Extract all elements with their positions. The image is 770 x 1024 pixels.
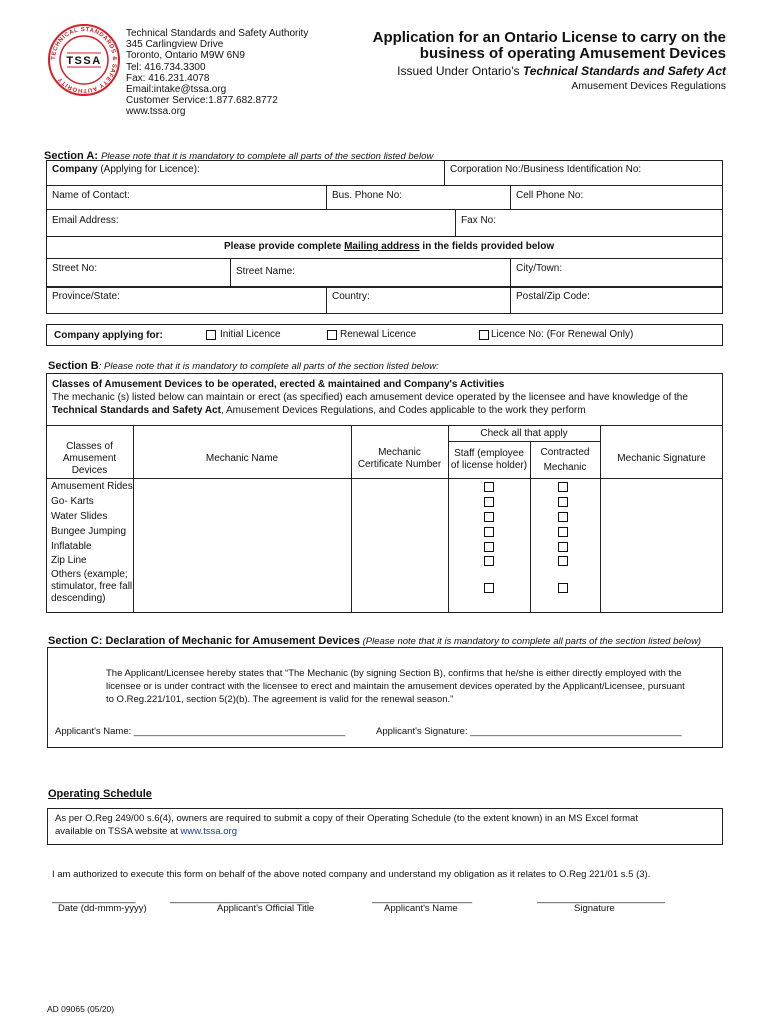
classes-title: Classes of Amusement Devices to be operated, erected & maintained and Company's Activities	[52, 379, 505, 390]
street-name-label: Street Name:	[236, 266, 295, 277]
device-row-label: Bungee Jumping	[51, 526, 127, 537]
col-header-check-all: Check all that apply	[480, 428, 568, 439]
contracted-checkbox[interactable]	[558, 527, 568, 537]
org-email: Email:intake@tssa.org	[126, 84, 227, 96]
org-tel: Tel: 416.734.3300	[126, 61, 206, 73]
city-label: City/Town:	[516, 263, 563, 274]
email-label: Email Address:	[52, 215, 119, 226]
signature-line[interactable]: _______________________	[537, 893, 665, 904]
tssa-website-link[interactable]: www.tssa.org	[180, 826, 238, 837]
tssa-logo	[47, 23, 121, 97]
device-row-label: Go- Karts	[51, 496, 94, 507]
staff-checkbox[interactable]	[484, 512, 494, 522]
country-label: Country:	[332, 291, 370, 302]
operating-schedule-title: Operating Schedule	[48, 788, 152, 800]
declaration-line1: The Applicant/Licensee hereby states that “The Mechanic (by signing Section B), confirms that he/she is either directly employed with the	[106, 668, 682, 679]
section-a-table	[46, 160, 723, 287]
initial-licence-label: Initial Licence	[220, 329, 281, 340]
declaration-line3: to O.Reg.221/101, section 5(2)(b). The agreement is valid for the renewal season.”	[106, 694, 454, 705]
contracted-checkbox[interactable]	[558, 512, 568, 522]
section-a-heading: Section A: Please note that it is mandatory to complete all parts of the section listed below	[44, 150, 434, 162]
device-row-label: Water Slides	[51, 511, 108, 522]
col-header-classes: Classes of Amusement Devices	[62, 441, 117, 476]
applicant-name-signature-line[interactable]: __________________	[372, 893, 473, 904]
org-name: Technical Standards and Safety Authority	[126, 28, 309, 39]
staff-checkbox[interactable]	[484, 583, 494, 593]
device-row-label: Inflatable	[51, 541, 92, 552]
section-a-table-row-province	[46, 287, 723, 314]
device-row-label: Zip Line	[51, 555, 87, 566]
signature-caption: Signature	[574, 903, 615, 914]
form-number: AD 09065 (05/20)	[47, 1004, 115, 1014]
date-signature-line[interactable]: _______________	[52, 893, 136, 904]
logo-ring-text: TECHNICAL STANDARDS & SAFETY AUTHORITY	[50, 26, 118, 94]
licence-no-checkbox[interactable]	[479, 330, 489, 340]
logo-text: TSSA	[66, 55, 102, 67]
org-customer-service: Customer Service:1.877.682.8772	[126, 95, 278, 107]
col-header-staff: Staff (employee of license holder)	[450, 448, 528, 471]
section-b-heading: Section B: Please note that it is mandatory to complete all parts of the section listed below:	[48, 360, 439, 372]
contracted-checkbox[interactable]	[558, 542, 568, 552]
form-title-line1: Application for an Ontario License to carry on the	[372, 29, 726, 46]
company-label: Company (Applying for Licence):	[52, 164, 200, 175]
device-row-label: Amusement Rides	[51, 481, 133, 492]
bus-phone-label: Bus. Phone No:	[332, 190, 403, 201]
contracted-checkbox[interactable]	[558, 556, 568, 566]
org-address-block	[126, 28, 308, 118]
initial-licence-checkbox[interactable]	[206, 330, 216, 340]
staff-checkbox[interactable]	[484, 542, 494, 552]
licence-no-label: Licence No: (For Renewal Only)	[491, 329, 634, 340]
company-applying-label: Company applying for:	[54, 330, 163, 341]
applicant-signature-field[interactable]: Applicant's Signature: ________________________________________	[376, 726, 682, 737]
mailing-address-note: Please provide complete Mailing address in the fields provided below	[224, 241, 555, 252]
staff-checkbox[interactable]	[484, 527, 494, 537]
date-caption: Date (dd-mmm-yyyy)	[58, 903, 147, 914]
official-title-caption: Applicant's Official Title	[217, 903, 315, 914]
cell-phone-label: Cell Phone No:	[516, 190, 584, 201]
col-header-contracted: Contracted Mechanic	[540, 447, 590, 473]
contracted-checkbox[interactable]	[558, 497, 568, 507]
staff-checkbox[interactable]	[484, 482, 494, 492]
staff-checkbox[interactable]	[484, 556, 494, 566]
contracted-checkbox[interactable]	[558, 583, 568, 593]
postal-label: Postal/Zip Code:	[516, 291, 590, 302]
form-subtitle: Issued Under Ontario's Technical Standards and Safety Act	[397, 64, 726, 78]
classes-desc-line2: Technical Standards and Safety Act, Amusement Devices Regulations, and Codes applicable to the work they perform	[52, 405, 586, 416]
org-fax: Fax: 416.231.4078	[126, 72, 210, 84]
form-title-block	[373, 30, 726, 92]
operating-schedule-text2: available on TSSA website at www.tssa.org	[55, 826, 238, 837]
col-header-certificate: Mechanic Certificate Number	[357, 447, 442, 470]
street-no-label: Street No:	[52, 263, 98, 274]
regulations-label: Amusement Devices Regulations	[571, 80, 726, 92]
form-title-line2: business of operating Amusement Devices	[419, 45, 726, 62]
org-city: Toronto, Ontario M9W 6N9	[126, 50, 245, 62]
applicant-name-caption: Applicant's Name	[384, 903, 458, 914]
staff-checkbox[interactable]	[484, 497, 494, 507]
renewal-licence-label: Renewal Licence	[340, 329, 417, 340]
declaration-line2: licensee or is under contract with the licensee to erect and maintain the amusement devices operated by the Applicant/Licensee, pursuant	[106, 681, 685, 692]
org-street: 345 Carlingview Drive	[126, 39, 224, 51]
operating-schedule-text1: As per O.Reg 249/00 s.6(4), owners are required to submit a copy of their Operating Schedule (to the extent known) in an MS Excel format	[55, 813, 638, 824]
col-header-mechanic-name: Mechanic Name	[205, 453, 279, 464]
org-website: www.tssa.org	[126, 106, 186, 118]
renewal-licence-checkbox[interactable]	[327, 330, 337, 340]
authorization-statement: I am authorized to execute this form on behalf of the above noted company and understand my obligation as it relates to O.Reg 221/01 s.5 (3).	[52, 869, 651, 880]
fax-label: Fax No:	[461, 215, 497, 226]
col-header-mechanic-signature: Mechanic Signature	[617, 453, 706, 464]
applicant-name-field[interactable]: Applicant's Name: ________________________________________	[55, 726, 346, 737]
official-title-signature-line[interactable]: _________________________	[170, 893, 310, 904]
province-label: Province/State:	[52, 291, 120, 302]
corp-no-label: Corporation No:/Business Identification No:	[450, 164, 642, 175]
contracted-checkbox[interactable]	[558, 482, 568, 492]
classes-desc-line1: The mechanic (s) listed below can maintain or erect (as specified) each amusement device operated by the licensee and have knowledge of the	[52, 392, 688, 403]
device-row-label-others: Others (example; stimulator, free fall descending)	[51, 569, 133, 604]
contact-name-label: Name of Contact:	[52, 190, 130, 201]
section-c-heading: Section C: Declaration of Mechanic for Amusement Devices (Please note that it is mandatory to complete all parts of the section listed below)	[48, 635, 702, 647]
